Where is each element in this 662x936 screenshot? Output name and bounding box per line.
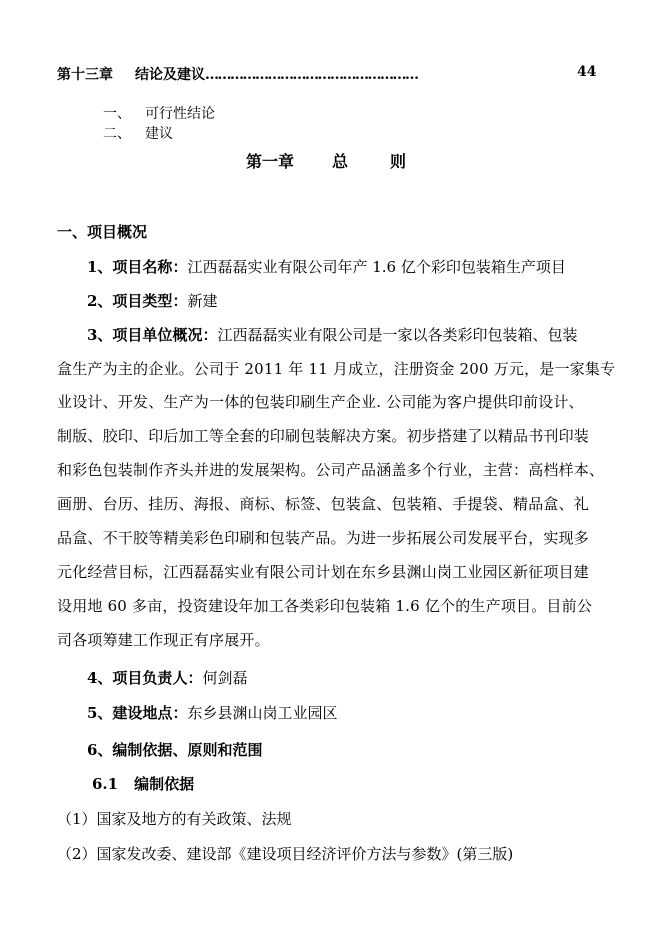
paragraph-line: 品盒、不干胶等精美彩色印刷和包装产品。为进一步拓展公司发展平台，实现多 bbox=[57, 529, 590, 547]
toc-subitem-label: 可行性结论 bbox=[145, 106, 215, 122]
paragraph-line: 司各项筹建工作现正有序展开。 bbox=[57, 631, 270, 649]
paragraph-line: 业设计、开发、生产为一体的包装印刷生产企业. 公司能为客户提供印前设计、 bbox=[57, 393, 584, 411]
project-type-row bbox=[87, 290, 217, 311]
subsection-number: 6.1 bbox=[92, 775, 119, 793]
toc-leader-dots: …………………………………………… bbox=[205, 67, 418, 83]
project-unit-label: 3、项目单位概况： bbox=[87, 326, 218, 344]
project-location-row bbox=[87, 702, 337, 723]
paragraph-line: 和彩色包装制作齐头并进的发展架构。公司产品涵盖多个行业，主营：高档样本、 bbox=[57, 461, 605, 479]
toc-chapter-entry[interactable] bbox=[57, 64, 418, 84]
subsection-title: 编制依据 bbox=[134, 775, 195, 793]
chapter-title-char-1: 总 bbox=[332, 152, 349, 171]
paragraph-line: 元化经营目标，江西磊磊实业有限公司计划在东乡县渊山岗工业园区新征项目建 bbox=[57, 563, 590, 581]
toc-subitem-number: 二、 bbox=[103, 126, 131, 142]
paragraph-line: 盒生产为主的企业。公司于 2011 年 11 月成立，注册资金 200 万元，是一家集专 bbox=[57, 360, 616, 378]
project-type-label: 2、项目类型： bbox=[87, 292, 188, 310]
section-heading: 一、项目概况 bbox=[57, 223, 148, 241]
chapter-heading bbox=[246, 149, 406, 172]
project-leader-value: 何剑磊 bbox=[202, 669, 248, 687]
compilation-basis-heading: 6、编制依据、原则和范围 bbox=[87, 741, 263, 759]
project-name-label: 1、项目名称： bbox=[87, 258, 188, 276]
project-location-label: 5、建设地点： bbox=[87, 704, 188, 722]
paragraph-line: 设用地 60 多亩，投资建设年加工各类彩印包装箱 1.6 亿个的生产项目。目前公 bbox=[57, 597, 593, 615]
project-type-value: 新建 bbox=[187, 292, 218, 310]
project-name-row bbox=[87, 256, 566, 277]
paragraph-line: 制版、胶印、印后加工等全套的印刷包装解决方案。初步搭建了以精品书刊印装 bbox=[57, 427, 590, 445]
basis-list-item: （2）国家发改委、建设部《建设项目经济评价方法与参数》(第三版) bbox=[57, 845, 514, 863]
chapter-title-char-2: 则 bbox=[390, 152, 407, 171]
basis-list-item: （1）国家及地方的有关政策、法规 bbox=[57, 810, 292, 828]
toc-subitem[interactable] bbox=[103, 103, 215, 123]
project-unit-first-line: 江西磊磊实业有限公司是一家以各类彩印包装箱、包装 bbox=[217, 326, 578, 344]
project-location-value: 东乡县渊山岗工业园区 bbox=[187, 704, 338, 722]
paragraph-line: 画册、台历、挂历、海报、商标、标签、包装盒、包装箱、手提袋、精品盒、礼 bbox=[57, 495, 590, 513]
toc-subitem-label: 建议 bbox=[145, 126, 173, 142]
project-leader-row bbox=[87, 667, 247, 688]
toc-subitem-number: 一、 bbox=[103, 106, 131, 122]
project-name-value: 江西磊磊实业有限公司年产 1.6 亿个彩印包装箱生产项目 bbox=[187, 258, 566, 276]
toc-subitem[interactable] bbox=[103, 123, 173, 143]
project-leader-label: 4、项目负责人： bbox=[87, 669, 203, 687]
subsection-6-1-heading bbox=[92, 773, 194, 794]
chapter-label: 第一章 bbox=[246, 152, 295, 171]
toc-chapter-title: 结论及建议 bbox=[135, 67, 205, 83]
project-unit-row bbox=[87, 324, 577, 345]
toc-chapter-label: 第十三章 bbox=[57, 67, 113, 83]
toc-page-number: 44 bbox=[577, 64, 597, 80]
